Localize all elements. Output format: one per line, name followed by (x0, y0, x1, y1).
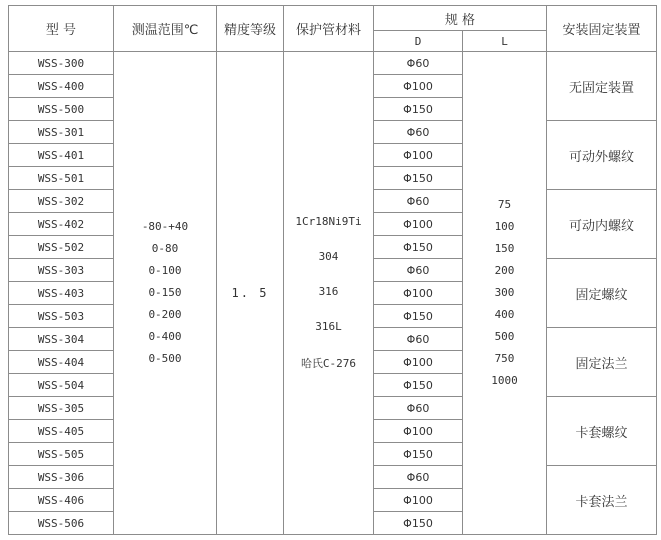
model-cell: WSS-500 (9, 98, 114, 121)
temperature-range-item: -80-+40 (141, 220, 189, 233)
model-cell: WSS-503 (9, 305, 114, 328)
diameter-cell: Φ100 (374, 213, 463, 236)
table-body (9, 52, 657, 535)
mount-cell: 无固定装置 (547, 52, 657, 121)
model-cell: WSS-403 (9, 282, 114, 305)
model-cell: WSS-306 (9, 466, 114, 489)
length-item: 500 (494, 330, 515, 343)
temperature-range-cell (114, 52, 217, 535)
diameter-cell: Φ100 (374, 489, 463, 512)
material-item: 316 (318, 285, 339, 298)
diameter-cell: Φ150 (374, 98, 463, 121)
model-cell: WSS-402 (9, 213, 114, 236)
diameter-cell: Φ60 (374, 466, 463, 489)
length-item: 150 (494, 242, 515, 255)
model-cell: WSS-506 (9, 512, 114, 535)
header-accuracy: 精度等级 (217, 6, 284, 52)
header-material: 保护管材料 (284, 6, 374, 52)
length-item: 750 (494, 352, 515, 365)
temperature-range-list (114, 216, 216, 370)
diameter-cell: Φ100 (374, 144, 463, 167)
mount-cell: 卡套螺纹 (547, 397, 657, 466)
model-cell: WSS-406 (9, 489, 114, 512)
diameter-cell: Φ60 (374, 328, 463, 351)
length-item: 200 (494, 264, 515, 277)
model-cell: WSS-302 (9, 190, 114, 213)
material-list (284, 215, 373, 371)
model-cell: WSS-303 (9, 259, 114, 282)
diameter-cell: Φ100 (374, 75, 463, 98)
diameter-cell: Φ150 (374, 305, 463, 328)
table-row (9, 52, 657, 75)
model-cell: WSS-405 (9, 420, 114, 443)
diameter-cell: Φ150 (374, 512, 463, 535)
diameter-cell: Φ100 (374, 282, 463, 305)
header-model: 型 号 (9, 6, 114, 52)
diameter-cell: Φ60 (374, 52, 463, 75)
diameter-cell: Φ150 (374, 443, 463, 466)
diameter-cell: Φ100 (374, 420, 463, 443)
length-item: 1000 (491, 374, 518, 387)
material-item: 304 (318, 250, 339, 263)
temperature-range-item: 0-500 (148, 352, 182, 365)
material-item: 哈氏C-276 (300, 357, 357, 370)
material-item: 1Cr18Ni9Ti (295, 215, 362, 228)
model-cell: WSS-501 (9, 167, 114, 190)
length-item: 75 (497, 198, 512, 211)
temperature-range-item: 0-400 (148, 330, 182, 343)
model-cell: WSS-305 (9, 397, 114, 420)
diameter-cell: Φ150 (374, 236, 463, 259)
header-spec: 规 格 (374, 6, 547, 31)
diameter-cell: Φ150 (374, 374, 463, 397)
accuracy-cell: 1. 5 (217, 52, 284, 535)
mount-cell: 卡套法兰 (547, 466, 657, 535)
mount-cell: 固定螺纹 (547, 259, 657, 328)
length-item: 300 (494, 286, 515, 299)
model-cell: WSS-505 (9, 443, 114, 466)
header-spec-d: D (374, 31, 463, 52)
temperature-range-item: 0-80 (151, 242, 179, 255)
temperature-range-item: 0-100 (148, 264, 182, 277)
mount-cell: 固定法兰 (547, 328, 657, 397)
header-temperature-range: 测温范围℃ (114, 6, 217, 52)
diameter-cell: Φ60 (374, 190, 463, 213)
material-cell (284, 52, 374, 535)
header-spec-l: L (463, 31, 547, 52)
mount-cell: 可动外螺纹 (547, 121, 657, 190)
model-cell: WSS-504 (9, 374, 114, 397)
length-item: 400 (494, 308, 515, 321)
model-cell: WSS-304 (9, 328, 114, 351)
diameter-cell: Φ100 (374, 351, 463, 374)
length-list (463, 194, 546, 392)
spec-table (8, 5, 657, 535)
temperature-range-item: 0-200 (148, 308, 182, 321)
diameter-cell: Φ60 (374, 121, 463, 144)
diameter-cell: Φ60 (374, 397, 463, 420)
diameter-cell: Φ150 (374, 167, 463, 190)
diameter-cell: Φ60 (374, 259, 463, 282)
header-mount: 安装固定装置 (547, 6, 657, 52)
temperature-range-item: 0-150 (148, 286, 182, 299)
model-cell: WSS-401 (9, 144, 114, 167)
length-cell (463, 52, 547, 535)
model-cell: WSS-400 (9, 75, 114, 98)
model-cell: WSS-301 (9, 121, 114, 144)
model-cell: WSS-300 (9, 52, 114, 75)
material-item: 316L (315, 320, 342, 333)
length-item: 100 (494, 220, 515, 233)
model-cell: WSS-404 (9, 351, 114, 374)
mount-cell: 可动内螺纹 (547, 190, 657, 259)
model-cell: WSS-502 (9, 236, 114, 259)
